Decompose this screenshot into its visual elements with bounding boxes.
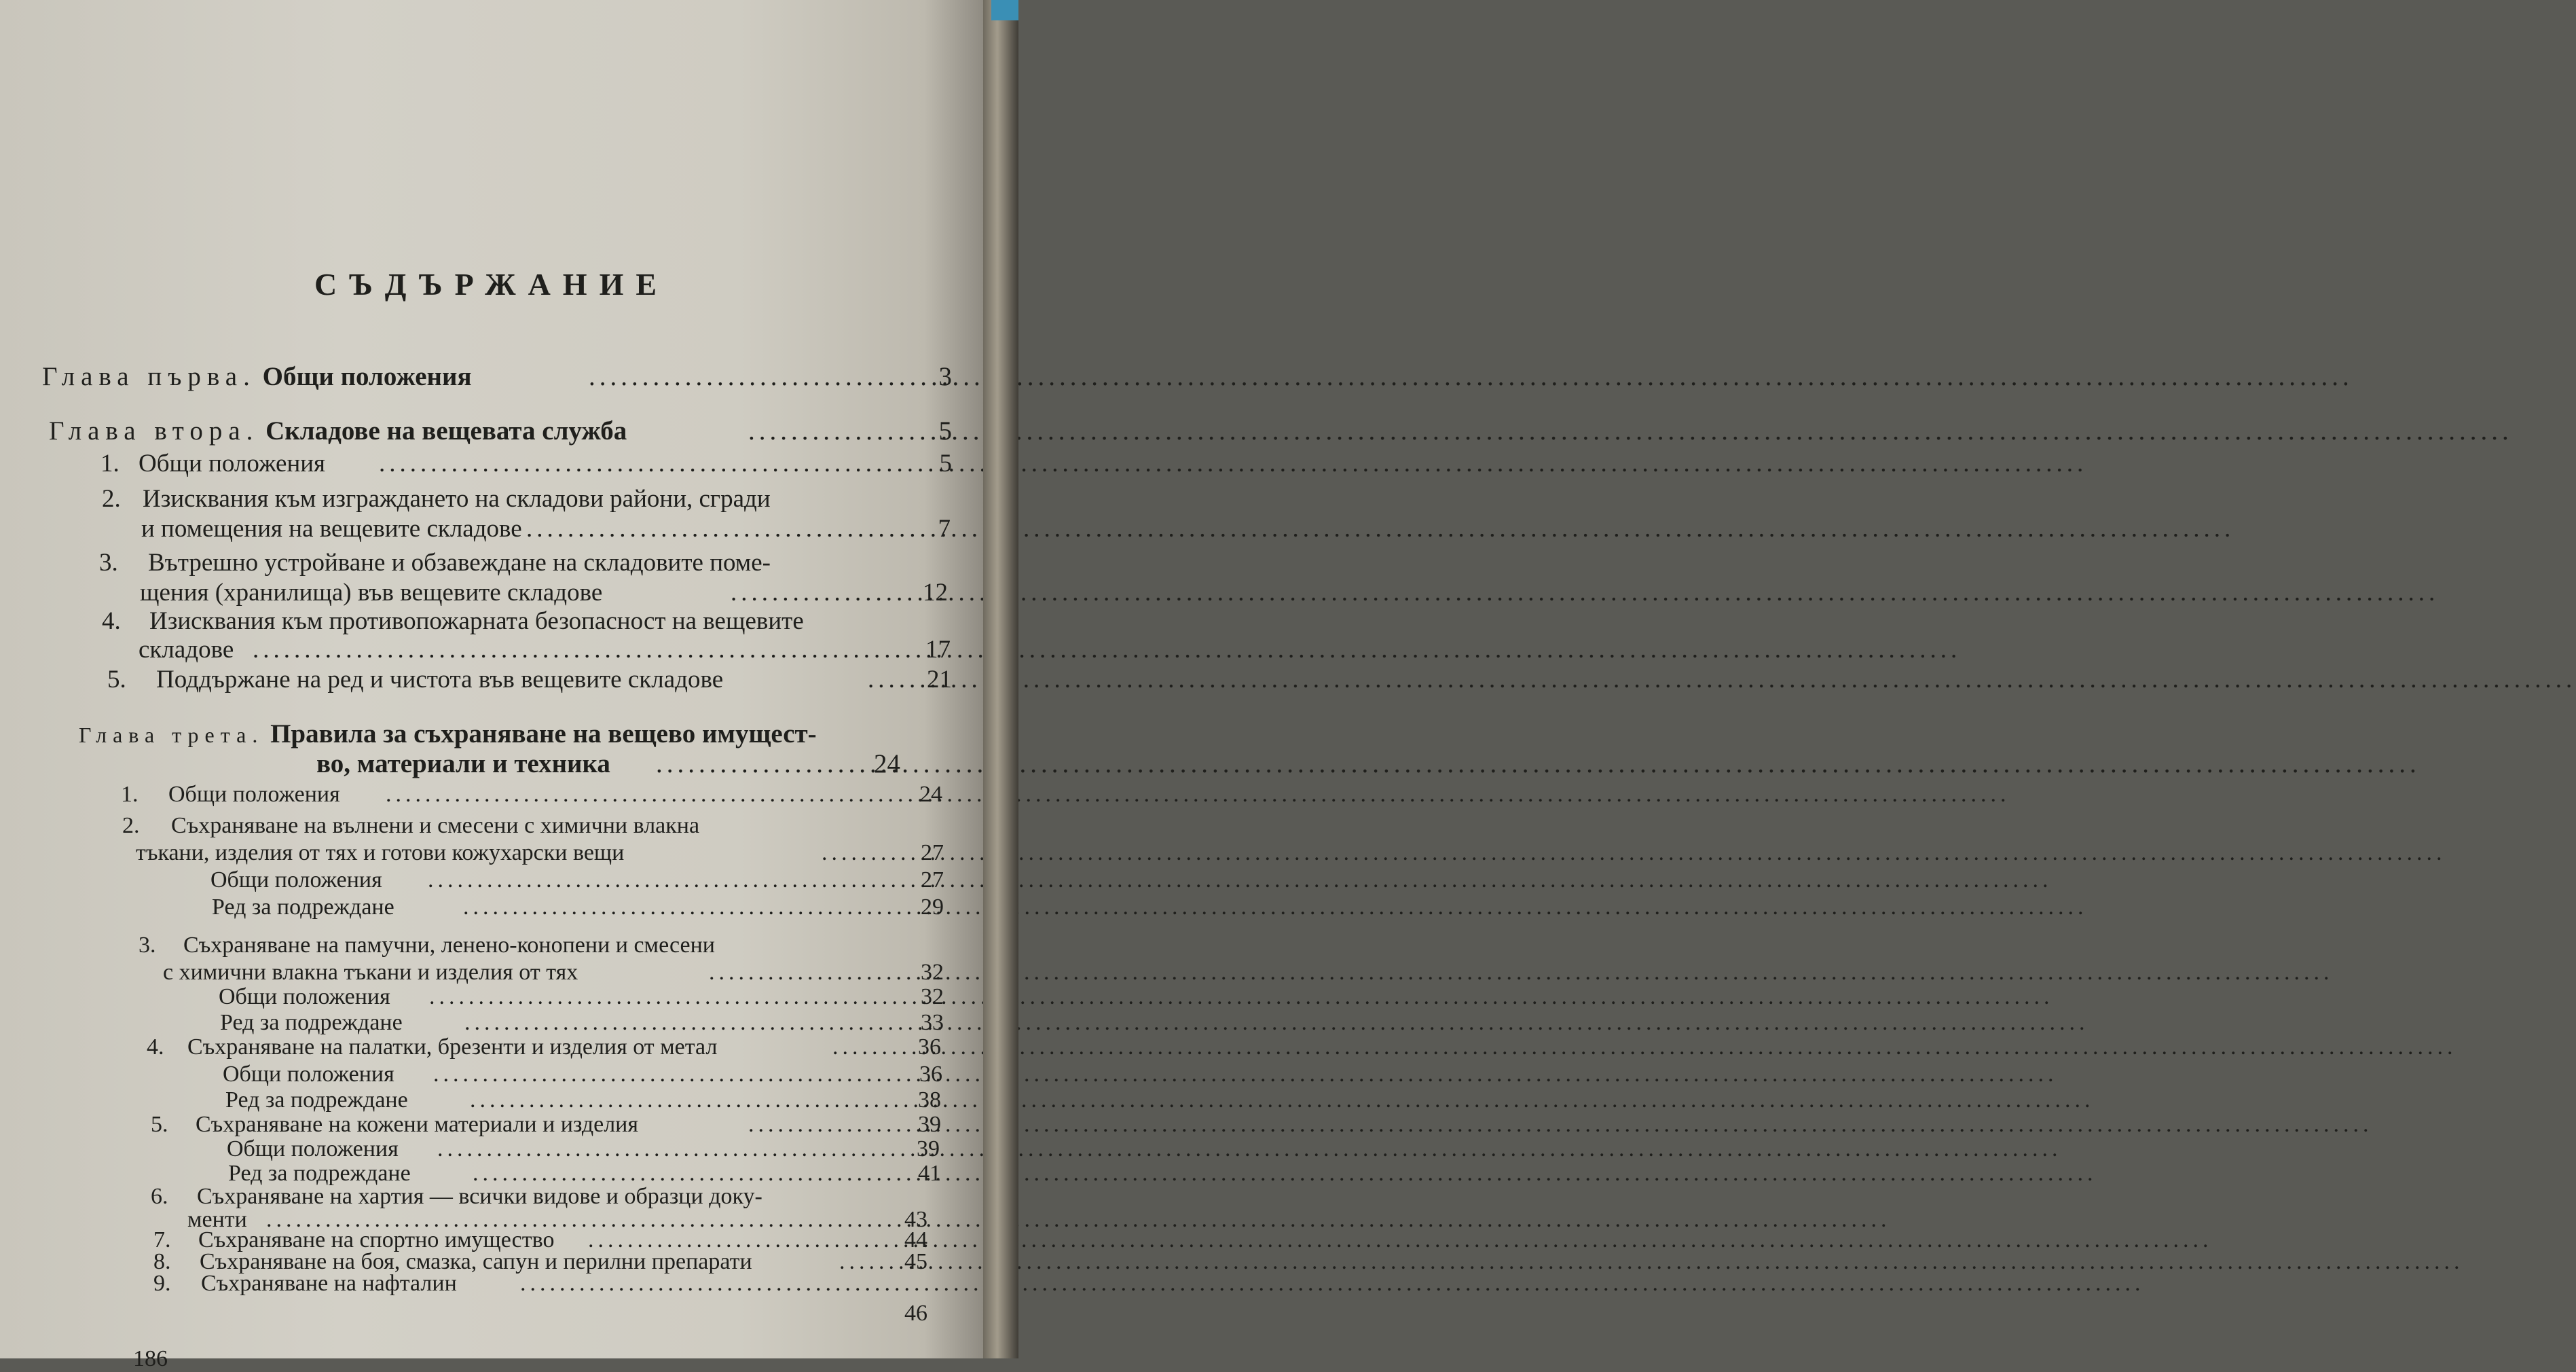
toc-subitem: Ред за подреждане ..... 29 — [212, 894, 952, 921]
toc-item: 5. Поддържане на ред и чистота във вещевите складове ..... 21 — [107, 664, 952, 696]
toc-item: 4. Съхраняване на палатки, брезенти и изделия от метал ..... 36 — [147, 1034, 952, 1061]
toc-subitem: Общи положения ..... 36 — [223, 1061, 952, 1088]
leader-dots — [520, 1270, 880, 1297]
toc-subitem: Общи положения ..... 27 — [210, 867, 952, 894]
toc-item-continuation: с химични влакна тъкани и изделия от тях ..... 32 — [139, 959, 952, 986]
toc-item: 1. Общи положения ..... 5 — [100, 448, 952, 480]
chapter-1-page: 3 — [938, 362, 952, 391]
leader-dots — [437, 1136, 899, 1163]
toc-item-continuation: и помещения на вещевите складове ..... 7 — [102, 513, 952, 545]
toc-item: 8. Съхраняване на боя, смазка, сапун и перилни препарати ..... 45 — [153, 1248, 952, 1276]
toc-subitem: Ред за подреждане ..... 33 — [220, 1009, 952, 1036]
chapter-2-text: Глава втора. Складове на вещевата служба — [49, 416, 627, 446]
toc-item: 2. Съхраняване на вълнени и смесени с химични влакна — [122, 813, 700, 838]
leader-dots — [463, 894, 904, 921]
leader-dots — [526, 513, 913, 545]
leader-dots — [429, 983, 904, 1011]
leader-dots — [731, 577, 907, 609]
toc-chapter-3 — [79, 719, 952, 750]
book-spine — [983, 0, 1018, 1358]
chapter-1-text: Глава първа. Общи положения — [42, 362, 472, 391]
toc-subitem: Общи положения ..... 32 — [219, 983, 952, 1011]
toc-item: 7. Съхраняване на спортно имущество ..... 44 — [153, 1227, 952, 1254]
chapter-3-text: Глава трета. Правила за съхраняване на вещево имущест- — [79, 719, 817, 748]
leader-dots — [748, 416, 918, 447]
toc-item: 5. Съхраняване на кожени материали и изделия ..... 39 — [151, 1111, 952, 1138]
toc-item-continuation: тъкани, изделия от тях и готови кожухарски вещи ..... 27 — [122, 840, 952, 867]
leader-dots — [470, 1087, 904, 1114]
leader-dots — [748, 1111, 898, 1138]
leader-dots — [464, 1009, 906, 1036]
toc-item-continuation: складове ..... 17 — [102, 634, 952, 666]
chapter-2-page: 5 — [938, 416, 952, 446]
leader-dots — [822, 840, 903, 867]
toc-subitem: Ред за подреждане ..... 41 — [228, 1160, 952, 1187]
toc-subitem: Ред за подреждане ..... 38 — [225, 1087, 952, 1114]
toc-item: 6. Съхраняване на хартия — всички видове и образци доку- — [151, 1184, 762, 1209]
page-title: СЪДЪРЖАНИЕ — [314, 267, 669, 302]
page-number: 186 — [133, 1346, 168, 1371]
toc-chapter-1 — [42, 361, 952, 393]
toc-chapter-2 — [49, 416, 952, 447]
toc-item: 2. Изисквания към изграждането на складови райони, сгради — [102, 485, 771, 513]
chapter-3-page: 24 — [874, 749, 900, 778]
leader-dots — [709, 959, 899, 986]
leader-dots — [253, 634, 910, 666]
book-page — [0, 0, 983, 1371]
toc-item: 9. Съхраняване на нафталин ..... 46 — [153, 1270, 952, 1297]
toc-item: 3. Вътрешно устройване и обзавеждане на складовите поме- — [99, 549, 771, 577]
leader-dots — [832, 1034, 900, 1061]
leader-dots — [379, 448, 915, 480]
toc-subitem: Общи положения ..... 39 — [227, 1136, 952, 1163]
leader-dots — [428, 867, 903, 894]
toc-chapter-3-continuation: во, материали и техника ..... 24 — [79, 748, 952, 780]
background-corner — [991, 0, 1018, 20]
toc-item: 3. Съхраняване на памучни, ленено-конопени и смесени — [139, 933, 715, 958]
toc-item: 4. Изисквания към противопожарната безопасност на вещевите — [102, 607, 804, 635]
toc-item-continuation: щения (хранилища) във вещевите складове ..... 12 — [99, 577, 952, 609]
toc-item-continuation: менти ..... 43 — [151, 1206, 952, 1233]
leader-dots — [386, 781, 902, 808]
leader-dots — [656, 748, 860, 780]
leader-dots — [433, 1061, 902, 1088]
toc-item: 1. Общи положения ..... 24 — [121, 781, 952, 808]
leader-dots — [589, 361, 915, 393]
